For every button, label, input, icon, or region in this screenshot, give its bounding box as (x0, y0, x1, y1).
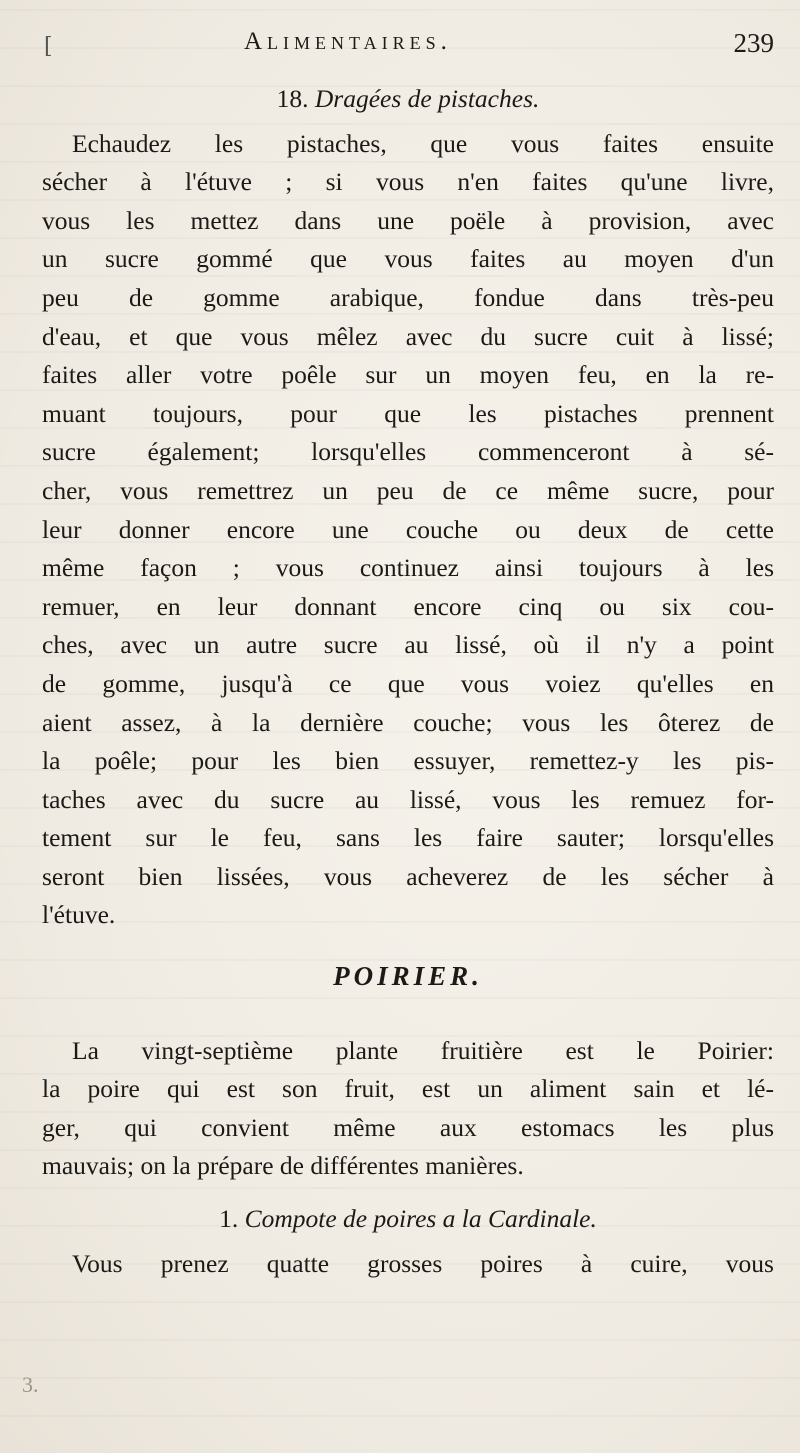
text-line: même façon ; vous continuez ainsi toujours à les (42, 553, 774, 583)
margin-annotation: 3. (22, 1372, 39, 1397)
text-line: seront bien lissées, vous acheverez de les sécher à (42, 861, 774, 891)
text-line: faites aller votre poêle sur un moyen feu, en la re- (42, 360, 774, 390)
text-line: Echaudez les pistaches, que vous faites ensuite (72, 128, 774, 158)
text-line: ger, qui convient même aux estomacs les plus (42, 1112, 774, 1142)
text-line: un sucre gommé que vous faites au moyen d'un (42, 244, 774, 274)
page-number: 239 (733, 28, 774, 58)
recipe-heading-dragees (42, 80, 774, 119)
page-text (42, 80, 774, 1283)
text-line: cher, vous remettrez un peu de ce même sucre, pour (42, 475, 774, 505)
text-line: peu de gomme arabique, fondue dans très-peu (42, 282, 774, 312)
recipe-title: Dragées de pistaches. (314, 84, 540, 113)
text-line: vous les mettez dans une poële à provision, avec (42, 205, 774, 235)
recipe-number: 1. (219, 1204, 239, 1234)
text-line: ches, avec un autre sucre au lissé, où il n'y a point (42, 630, 774, 660)
text-line: aient assez, à la dernière couche; vous les ôterez de (42, 707, 774, 737)
paragraph-dragees (42, 125, 774, 935)
text-line: d'eau, et que vous mêlez avec du sucre cuit à lissé; (42, 321, 774, 351)
text-line: l'étuve. (42, 900, 116, 930)
text-line: sécher à l'étuve ; si vous n'en faites qu'une livre, (42, 167, 774, 197)
text-line: tement sur le feu, sans les faire sauter; lorsqu'elles (42, 823, 774, 853)
text-line: taches avec du sucre au lissé, vous les remuez for- (42, 784, 774, 814)
paragraph-compote (42, 1245, 774, 1284)
text-line: la poire qui est son fruit, est un aliment sain et lé- (42, 1074, 774, 1104)
text-line: Vous prenez quatte grosses poires à cuire, vous (72, 1248, 774, 1278)
text-line: leur donner encore une couche ou deux de cette (42, 514, 774, 544)
running-header (44, 28, 774, 68)
text-line: la poêle; pour les bien essuyer, remettez-y les pis- (42, 746, 774, 776)
text-line: mauvais; on la prépare de différentes manières. (42, 1151, 524, 1181)
text-line: de gomme, jusqu'à ce que vous voiez qu'elles en (42, 668, 774, 698)
text-line: La vingt-septième plante fruitière est le Poirier: (72, 1035, 774, 1065)
running-title: Alimentaires. (244, 28, 452, 55)
recipe-title: Compote de poires a la Cardinale. (244, 1204, 597, 1234)
text-line: remuer, en leur donnant encore cinq ou six cou- (42, 591, 774, 621)
text-line: muant toujours, pour que les pistaches prennent (42, 398, 774, 428)
recipe-number: 18. (276, 84, 309, 113)
text-line: sucre également; lorsqu'elles commenceront à sé- (42, 437, 774, 467)
recipe-heading-compote (42, 1200, 774, 1239)
paragraph-poirier (42, 1032, 774, 1186)
section-title-poirier: POIRIER. (333, 961, 483, 992)
margin-mark: [ (44, 34, 53, 59)
